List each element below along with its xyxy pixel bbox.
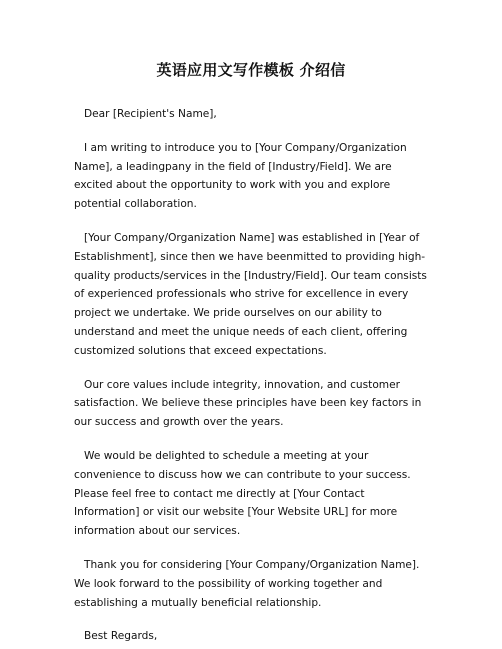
paragraph-core-values: Our core values include integrity, innovation, and customer satisfaction. We believe these principles have been key factors in our success and growth over the years. <box>74 378 422 429</box>
paragraph-thanks: Thank you for considering [Your Company/Organization Name]. We look forward to the possibility of working together and establishing a mutually beneficial relationship. <box>74 558 420 609</box>
closing: Best Regards, <box>84 630 158 643</box>
document-title: 英语应用文写作模板 介绍信 <box>156 61 346 79</box>
paragraph-intro: I am writing to introduce you to [Your Company/Organization Name], a leadingpany in the field of [Industry/Field]. We are excited about the opportunity to work with you and explore potential collaboration. <box>74 141 407 211</box>
paragraph-company-background: [Your Company/Organization Name] was established in [Year of Establishment], since then we have beenmitted to providing high-quality products/services in the [Industry/Field]. Our team consists of experienced professionals who strive for excellence in every project we undertake. We pride ourselves on our ability to understand and meet the unique needs of each client, offering customized solutions that exceed expectations. <box>74 231 427 357</box>
paragraph-meeting-request: We would be delighted to schedule a meeting at your convenience to discuss how we can contribute to your success. Please feel free to contact me directly at [Your Contact Information] or visit our website [Your Website URL] for more information about our services. <box>74 449 411 538</box>
salutation: Dear [Recipient's Name], <box>84 108 217 120</box>
